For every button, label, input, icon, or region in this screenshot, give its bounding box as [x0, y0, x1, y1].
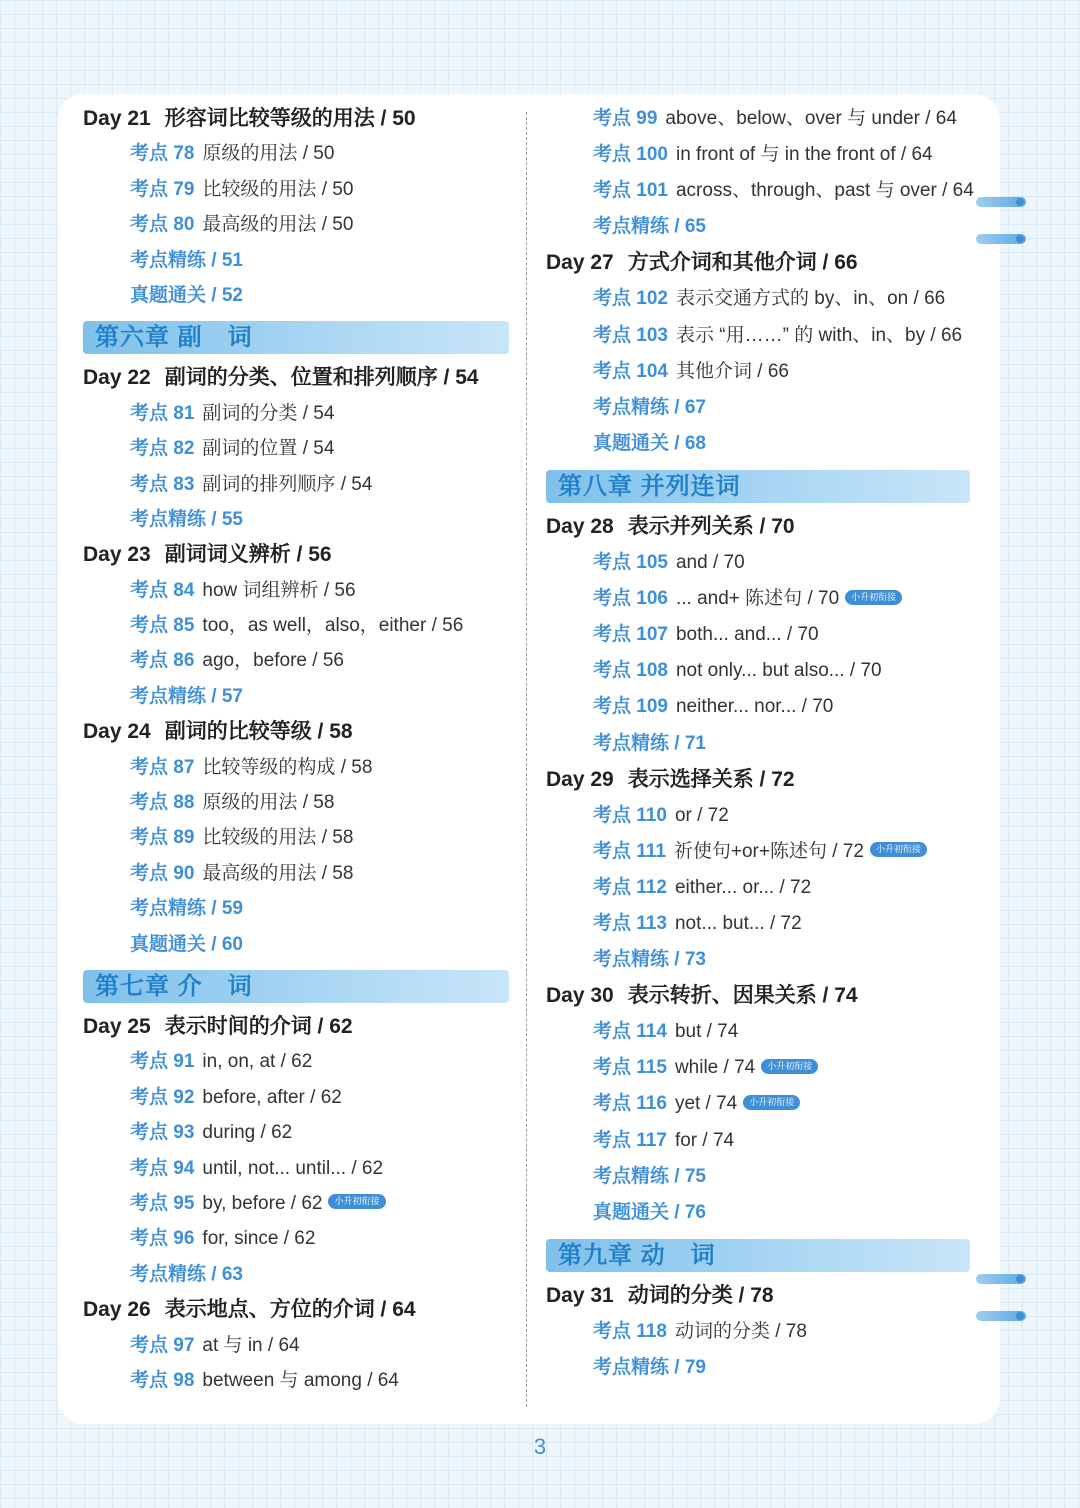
point-label: 考点 99 [593, 108, 658, 129]
day-heading [546, 245, 976, 281]
point-label: 考点 87 [130, 756, 195, 778]
point-text: at 与 in / 64 [202, 1334, 300, 1356]
point-label: 考点 78 [130, 143, 195, 165]
day-number: Day 27 [546, 251, 614, 275]
toc-point-item [546, 798, 976, 834]
toc-point-item [546, 689, 976, 725]
point-label: 考点 83 [130, 473, 195, 495]
point-text: 最高级的用法 / 50 [202, 214, 354, 236]
point-label: 考点 105 [593, 552, 668, 574]
point-label: 考点 90 [130, 862, 195, 884]
day-number: Day 28 [546, 514, 614, 538]
point-text: or / 72 [674, 804, 729, 826]
toc-point-item [546, 137, 976, 173]
point-label: 考点 116 [593, 1093, 667, 1115]
chapter-heading: 第七章 介 词 [83, 970, 509, 1003]
toc-point-item [546, 101, 976, 137]
point-text: either... or... / 72 [674, 876, 812, 898]
point-text: while / 74 [674, 1057, 756, 1079]
point-label: 考点 112 [593, 876, 667, 898]
point-text: 副词的分类 / 54 [202, 402, 335, 424]
point-text: 最高级的用法 / 58 [202, 862, 354, 884]
point-label: 考点 101 [593, 180, 668, 202]
toc-point-item [546, 545, 976, 581]
toc-sub-item: 考点精练 / 55 [130, 508, 243, 530]
column-divider [526, 112, 527, 1407]
point-label: 考点 95 [130, 1192, 195, 1214]
toc-sub-item: 考点精练 / 59 [130, 898, 243, 920]
point-text: 比较级的用法 / 58 [202, 827, 354, 849]
point-text: in front of 与 in the front of / 64 [675, 144, 933, 166]
page-number: 3 [533, 1434, 547, 1459]
day-number: Day 21 [83, 107, 151, 130]
toc-point-item [83, 136, 513, 171]
day-number: Day 26 [83, 1298, 151, 1322]
point-label: 考点 104 [593, 360, 668, 382]
day-number: Day 31 [546, 1283, 614, 1307]
point-label: 考点 110 [593, 804, 667, 826]
day-heading [546, 762, 976, 798]
toc-sub-item: 考点精练 / 65 [593, 216, 706, 238]
toc-point-item [546, 1014, 976, 1050]
toc-point-item [546, 834, 976, 870]
point-label: 考点 79 [130, 178, 195, 200]
point-text: but / 74 [674, 1021, 739, 1043]
toc-sub-item: 考点精练 / 67 [593, 396, 706, 418]
point-label: 考点 82 [130, 438, 195, 460]
point-text: 副词的排列顺序 / 54 [202, 473, 373, 495]
point-text: between 与 among / 64 [202, 1369, 399, 1391]
point-label: 考点 92 [130, 1086, 195, 1108]
toc-sub-item: 考点精练 / 71 [593, 732, 706, 754]
point-text: until, not... until... / 62 [202, 1157, 384, 1179]
point-label: 考点 115 [593, 1057, 667, 1079]
day-number: Day 23 [83, 543, 151, 567]
toc-sub-item: 考点精练 / 51 [130, 249, 243, 271]
toc-sub-item: 考点精练 / 73 [593, 949, 706, 971]
toc-point-item [83, 207, 513, 242]
point-label: 考点 94 [130, 1157, 195, 1179]
point-text: 表示 “用……” 的 with、in、by / 66 [675, 324, 963, 346]
toc-left-column [83, 101, 513, 1398]
point-label: 考点 85 [130, 615, 195, 637]
day-heading [546, 1278, 976, 1314]
toc-point-item [83, 785, 513, 820]
point-label: 考点 107 [593, 624, 668, 646]
toc-sub-item: 考点精练 / 63 [130, 1263, 243, 1285]
point-text: 原级的用法 / 50 [202, 143, 335, 165]
point-text: both... and... / 70 [675, 624, 819, 646]
toc-point-item [546, 870, 976, 906]
point-text: by, before / 62 [202, 1192, 323, 1214]
point-label: 考点 84 [130, 579, 195, 601]
toc-point-item [546, 906, 976, 942]
toc-point-item [83, 643, 513, 678]
toc-point-item [83, 1186, 513, 1221]
point-label: 考点 111 [593, 840, 666, 862]
toc-point-item [83, 467, 513, 502]
point-text: above、below、over 与 under / 64 [665, 108, 957, 129]
point-text: 祈使句+or+陈述句 / 72 [673, 840, 864, 862]
day-heading [546, 978, 976, 1014]
point-label: 考点 97 [130, 1334, 195, 1356]
day-title: 表示时间的介词 / 62 [164, 1014, 353, 1038]
point-text: neither... nor... / 70 [675, 696, 834, 718]
point-label: 考点 80 [130, 214, 195, 236]
toc-right-column [546, 101, 976, 1386]
toc-point-item [546, 581, 976, 617]
day-number: Day 29 [546, 767, 614, 791]
day-heading [83, 1292, 513, 1327]
point-label: 考点 91 [130, 1051, 195, 1073]
toc-sub-item: 考点精练 / 79 [593, 1357, 706, 1378]
toc-point-item [546, 354, 976, 390]
point-text: not only... but also... / 70 [675, 660, 882, 682]
point-text: for, since / 62 [202, 1228, 316, 1250]
day-number: Day 22 [83, 366, 151, 390]
day-title: 动词的分类 / 78 [627, 1283, 774, 1307]
day-title: 表示转折、因果关系 / 74 [627, 984, 858, 1008]
toc-point-item [546, 173, 976, 209]
binder-tab-icon [976, 1274, 1026, 1284]
point-text: 副词的位置 / 54 [202, 438, 335, 460]
point-text: how 词组辨析 / 56 [202, 579, 356, 601]
toc-sub-item: 考点精练 / 57 [130, 685, 243, 707]
point-label: 考点 88 [130, 792, 195, 814]
point-label: 考点 117 [593, 1129, 667, 1151]
point-text: 原级的用法 / 58 [202, 792, 335, 814]
day-title: 表示选择关系 / 72 [627, 767, 795, 791]
toc-point-item [83, 1328, 513, 1363]
toc-point-item [83, 1115, 513, 1150]
toc-point-item [546, 653, 976, 689]
day-title: 形容词比较等级的用法 / 50 [164, 107, 416, 130]
point-label: 考点 108 [593, 660, 668, 682]
point-label: 考点 109 [593, 696, 668, 718]
point-text: 表示交通方式的 by、in、on / 66 [675, 288, 946, 310]
day-number: Day 24 [83, 720, 151, 744]
day-title: 表示地点、方位的介词 / 64 [164, 1298, 416, 1322]
day-heading [83, 537, 513, 572]
toc-point-item [83, 1363, 513, 1398]
toc-sub-item: 真题通关 / 68 [593, 432, 706, 454]
point-label: 考点 113 [593, 912, 667, 934]
point-text: too，as well，also，either / 56 [202, 615, 464, 637]
point-label: 考点 98 [130, 1369, 195, 1391]
toc-point-item [546, 617, 976, 653]
toc-point-item [83, 750, 513, 785]
toc-point-item [83, 856, 513, 891]
point-text: yet / 74 [674, 1093, 738, 1115]
day-heading [546, 509, 976, 545]
toc-point-item [83, 608, 513, 643]
day-title: 方式介词和其他介词 / 66 [627, 251, 858, 275]
chapter-heading: 第六章 副 词 [83, 321, 509, 354]
toc-sub-item: 真题通关 / 60 [130, 933, 243, 955]
day-heading [83, 360, 513, 395]
transition-badge: 小升初衔接 [845, 590, 902, 605]
toc-point-item [83, 431, 513, 466]
day-number: Day 30 [546, 984, 614, 1008]
toc-sub-item: 真题通关 / 76 [593, 1201, 706, 1223]
point-text: 动词的分类 / 78 [674, 1320, 807, 1342]
point-label: 考点 89 [130, 827, 195, 849]
point-label: 考点 81 [130, 402, 195, 424]
toc-point-item [83, 1044, 513, 1079]
point-label: 考点 100 [593, 144, 668, 166]
day-heading [83, 714, 513, 749]
toc-point-item [83, 1221, 513, 1256]
day-heading [83, 101, 513, 136]
point-text: 比较等级的构成 / 58 [202, 756, 373, 778]
day-title: 表示并列关系 / 70 [627, 514, 795, 538]
day-title: 副词词义辨析 / 56 [164, 543, 332, 567]
binder-tab-icon [976, 197, 1026, 207]
point-text: ago，before / 56 [202, 650, 344, 672]
point-label: 考点 103 [593, 324, 668, 346]
toc-point-item [83, 1080, 513, 1115]
toc-point-item [83, 820, 513, 855]
chapter-heading: 第八章 并列连词 [546, 470, 970, 503]
binder-tab-icon [976, 1311, 1026, 1321]
point-text: in, on, at / 62 [202, 1051, 313, 1073]
point-label: 考点 86 [130, 650, 195, 672]
toc-sub-item: 真题通关 / 52 [130, 284, 243, 306]
day-number: Day 25 [83, 1014, 151, 1038]
transition-badge: 小升初衔接 [328, 1194, 385, 1209]
transition-badge: 小升初衔接 [743, 1095, 800, 1110]
point-label: 考点 106 [593, 588, 668, 610]
transition-badge: 小升初衔接 [870, 842, 927, 857]
toc-point-item [546, 1314, 976, 1350]
point-label: 考点 102 [593, 288, 668, 310]
point-text: during / 62 [202, 1122, 293, 1144]
transition-badge: 小升初衔接 [761, 1059, 818, 1074]
binder-tab-icon [976, 234, 1026, 244]
point-label: 考点 114 [593, 1021, 667, 1043]
toc-point-item [546, 281, 976, 317]
point-text: for / 74 [674, 1129, 735, 1151]
point-label: 考点 96 [130, 1228, 195, 1250]
point-label: 考点 118 [593, 1320, 667, 1342]
toc-point-item [83, 396, 513, 431]
point-text: and / 70 [675, 552, 745, 574]
toc-point-item [546, 1123, 976, 1159]
chapter-heading: 第九章 动 词 [546, 1239, 970, 1272]
point-text: not... but... / 72 [674, 912, 802, 934]
toc-point-item [83, 573, 513, 608]
point-text: across、through、past 与 over / 64 [675, 180, 974, 202]
point-text: 比较级的用法 / 50 [202, 178, 354, 200]
day-title: 副词的比较等级 / 58 [164, 720, 353, 744]
toc-sub-item: 考点精练 / 75 [593, 1165, 706, 1187]
day-heading [83, 1009, 513, 1044]
point-text: ... and+ 陈述句 / 70 [675, 588, 840, 610]
toc-point-item [546, 1050, 976, 1086]
point-text: 其他介词 / 66 [675, 360, 789, 382]
point-text: before, after / 62 [202, 1086, 342, 1108]
toc-point-item [83, 1151, 513, 1186]
toc-point-item [546, 318, 976, 354]
point-label: 考点 93 [130, 1122, 195, 1144]
toc-point-item [83, 172, 513, 207]
day-title: 副词的分类、位置和排列顺序 / 54 [164, 366, 479, 390]
toc-point-item [546, 1086, 976, 1122]
